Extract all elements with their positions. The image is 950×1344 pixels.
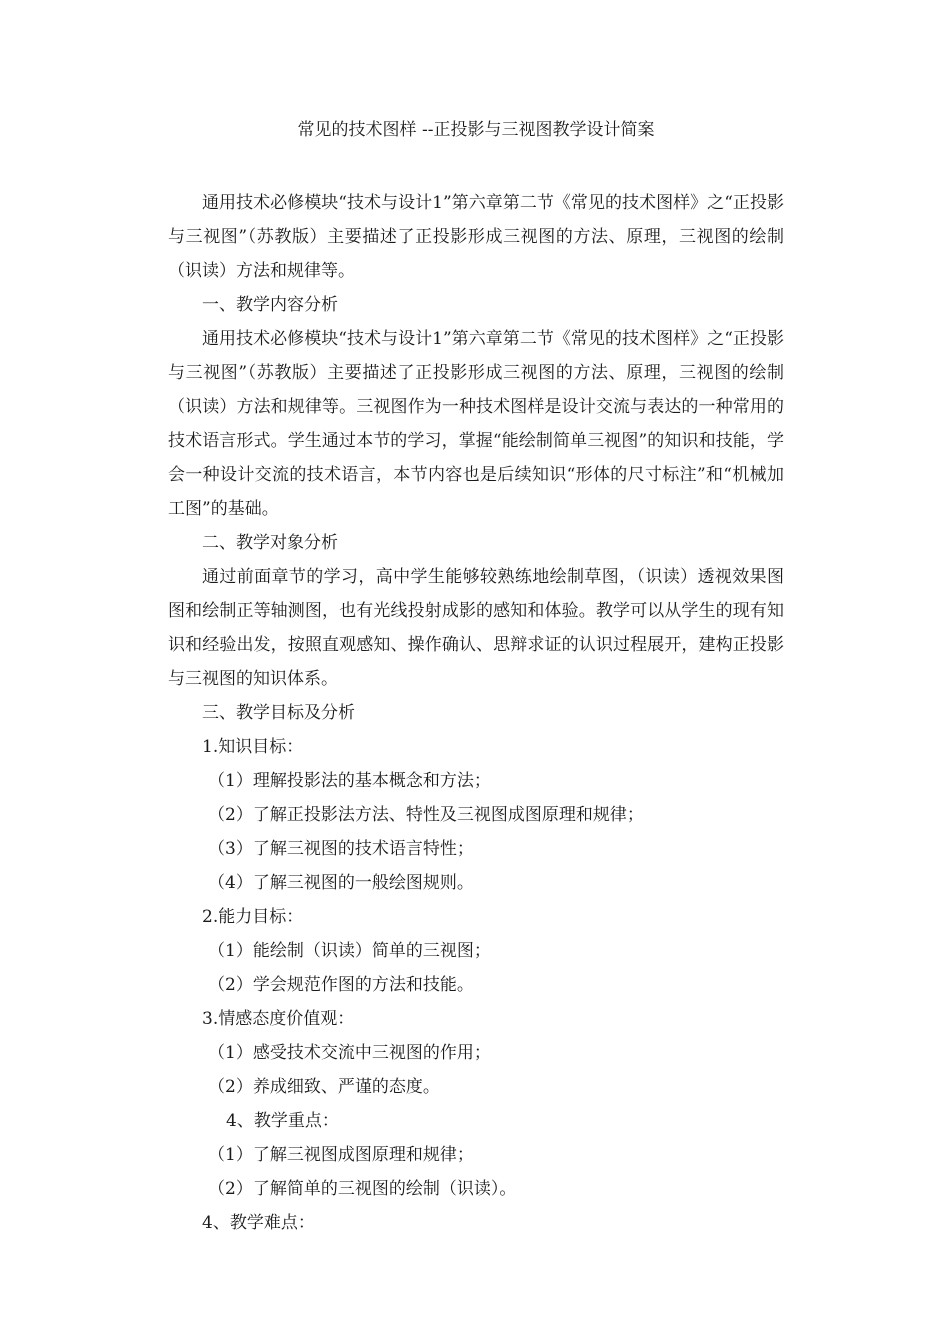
list-item: （4）了解三视图的一般绘图规则。: [208, 873, 474, 893]
list-item: （1）能绘制（识读）简单的三视图；: [208, 941, 491, 961]
section-2-body: 通过前面章节的学习，高中学生能够较熟练地绘制草图，（识读）透视效果图图和绘制正等轴测图，也有光线投射成影的感知和体验。教学可以从学生的现有知识和经验出发，按照直观感知、操作确认、思辩求证的认识过程展开，建构正投影与三视图的知识体系。: [168, 567, 784, 689]
section-3-heading: 三、教学目标及分析: [202, 703, 355, 723]
difficulty-heading: 4、教学难点：: [202, 1213, 315, 1233]
list-item: （2）了解简单的三视图的绘制（识读）。: [208, 1179, 517, 1199]
list-item: （1）了解三视图成图原理和规律；: [208, 1145, 474, 1165]
list-item: （2）学会规范作图的方法和技能。: [208, 975, 474, 995]
intro-paragraph: 通用技术必修模块“技术与设计1”第六章第二节《常见的技术图样》之“正投影与三视图”（苏教版）主要描述了正投影形成三视图的方法、原理，三视图的绘制（识读）方法和规律等。: [168, 193, 784, 281]
list-item: （2）了解正投影法方法、特性及三视图成图原理和规律；: [208, 805, 644, 825]
section-1-body: 通用技术必修模块“技术与设计1”第六章第二节《常见的技术图样》之“正投影与三视图”（苏教版）主要描述了正投影形成三视图的方法、原理，三视图的绘制（识读）方法和规律等。三视图作为一种技术图样是设计交流与表达的一种常用的技术语言形式。学生通过本节的学习，掌握“能绘制简单三视图”的知识和技能，学会一种设计交流的技术语言，本节内容也是后续知识“形体的尺寸标注”和“机械加工图”的基础。: [168, 329, 784, 519]
section-2-heading: 二、教学对象分析: [202, 533, 338, 553]
key-points-heading: 4、教学重点：: [226, 1111, 339, 1131]
goal-2-heading: 2.能力目标：: [202, 907, 304, 927]
list-item: （3）了解三视图的技术语言特性；: [208, 839, 474, 859]
list-item: （1）理解投影法的基本概念和方法；: [208, 771, 491, 791]
goal-3-heading: 3.情感态度价值观：: [202, 1009, 355, 1029]
list-item: （2）养成细致、严谨的态度。: [208, 1077, 440, 1097]
goal-1-heading: 1.知识目标：: [202, 737, 304, 757]
document-page: [168, 118, 784, 1240]
document-title: 常见的技术图样 --正投影与三视图教学设计简案: [297, 120, 655, 140]
list-item: （1）感受技术交流中三视图的作用；: [208, 1043, 491, 1063]
section-1-heading: 一、教学内容分析: [202, 295, 338, 315]
